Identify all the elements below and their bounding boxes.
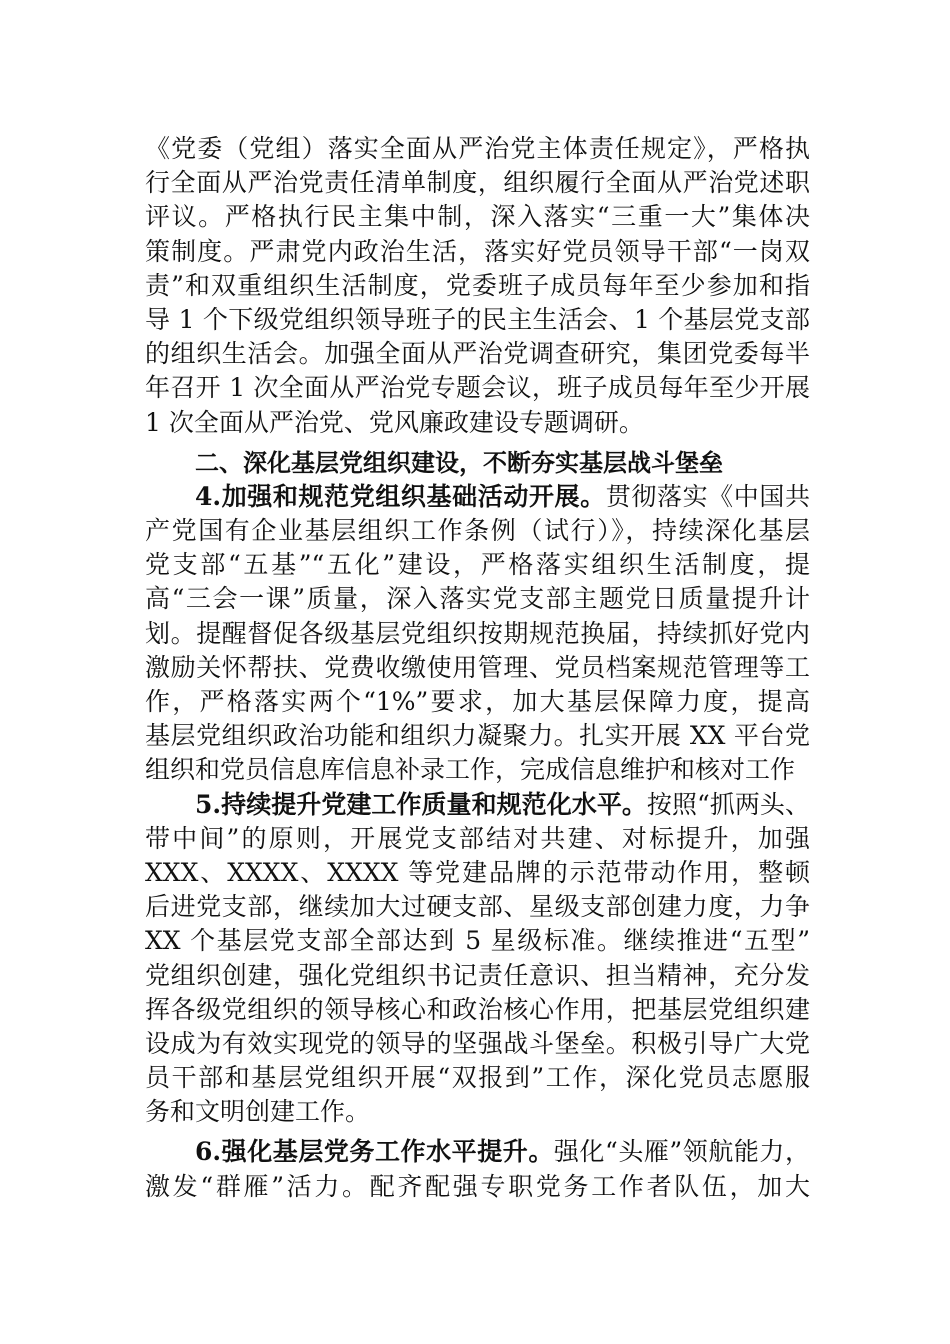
item-first-line (145, 788, 810, 822)
text-line: 党支部“五基”“五化”建设，严格落实组织生活制度，提 (145, 550, 810, 580)
text-line: XX 个基层党支部全部达到 5 星级标准。继续推进“五型” (145, 926, 810, 956)
text-line: 设成为有效实现党的领导的坚强战斗堡垒。积极引导广大党 (145, 1028, 810, 1058)
text-line: 作，严格落实两个“1%”要求，加大基层保障力度，提高 (145, 687, 810, 716)
paragraph-item-4 (145, 480, 810, 788)
text-line: 的组织生活会。加强全面从严治党调查研究，集团党委每半 (145, 339, 810, 369)
text-line: 基层党组织政治功能和组织力凝聚力。扎实开展 XX 平台党 (145, 721, 810, 751)
text-line: 党组织创建，强化党组织书记责任意识、担当精神，充分发 (145, 960, 810, 990)
item-first-text: 按照“抓两头、 (646, 789, 810, 819)
item-title: 4.加强和规范党组织基础活动开展。 (195, 481, 606, 511)
paragraph-continuation (145, 132, 810, 440)
text-line: 务和文明创建工作。 (145, 1097, 371, 1127)
text-line: 带中间”的原则，开展党支部结对共建、对标提升，加强 (145, 823, 810, 853)
section-heading: 二、深化基层党组织建设，不断夯实基层战斗堡垒 (195, 448, 723, 477)
text-line: 组织和党员信息库信息补录工作，完成信息维护和核对工作 (145, 755, 796, 785)
text-line: 高“三会一课”质量，深入落实党支部主题党日质量提升计 (145, 584, 810, 614)
item-first-line (145, 480, 810, 514)
text-line: 策制度。严肃党内政治生活，落实好党员领导干部“一岗双 (145, 236, 810, 266)
paragraph-item-6 (145, 1135, 810, 1203)
text-line: 挥各级党组织的领导核心和政治核心作用，把基层党组织建 (145, 994, 810, 1024)
text-line: 员干部和基层党组织开展“双报到”工作，深化党员志愿服 (145, 1063, 810, 1093)
item-title: 6.强化基层党务工作水平提升。 (195, 1137, 554, 1167)
text-line: 评议。严格执行民主集中制，深入落实“三重一大”集体决 (145, 202, 810, 232)
text-line: XXX、XXXX、XXXX 等党建品牌的示范带动作用，整顿 (145, 857, 810, 887)
text-line: 激发“群雁”活力。配齐配强专职党务工作者队伍，加大 (145, 1171, 810, 1201)
item-first-line (145, 1135, 810, 1169)
item-first-text: 强化“头雁”领航能力， (553, 1137, 810, 1167)
text-line: 后进党支部，继续加大过硬支部、星级支部创建力度，力争 (145, 892, 810, 922)
item-title: 5.持续提升党建工作质量和规范化水平。 (195, 789, 647, 819)
text-line: 责”和双重组织生活制度，党委班子成员每年至少参加和指 (145, 270, 810, 300)
document-body (145, 132, 810, 1204)
text-line: 《党委（党组）落实全面从严治党主体责任规定》，严格执 (145, 134, 810, 163)
text-line: 划。提醒督促各级基层党组织按期规范换届，持续抓好党内 (145, 618, 810, 648)
text-line: 导 1 个下级党组织领导班子的民主生活会、1 个基层党支部 (145, 304, 810, 334)
text-line: 1 次全面从严治党、党风廉政建设专题调研。 (145, 407, 644, 437)
text-line: 激励关怀帮扶、党费收缴使用管理、党员档案规范管理等工 (145, 652, 810, 682)
text-line: 产党国有企业基层组织工作条例（试行）》，持续深化基层 (145, 516, 810, 546)
text-line: 年召开 1 次全面从严治党专题会议，班子成员每年至少开展 (145, 373, 810, 403)
paragraph-item-5 (145, 788, 810, 1130)
item-first-text: 贯彻落实《中国共 (605, 481, 810, 511)
text-line: 行全面从严治党责任清单制度，组织履行全面从严治党述职 (145, 168, 810, 198)
